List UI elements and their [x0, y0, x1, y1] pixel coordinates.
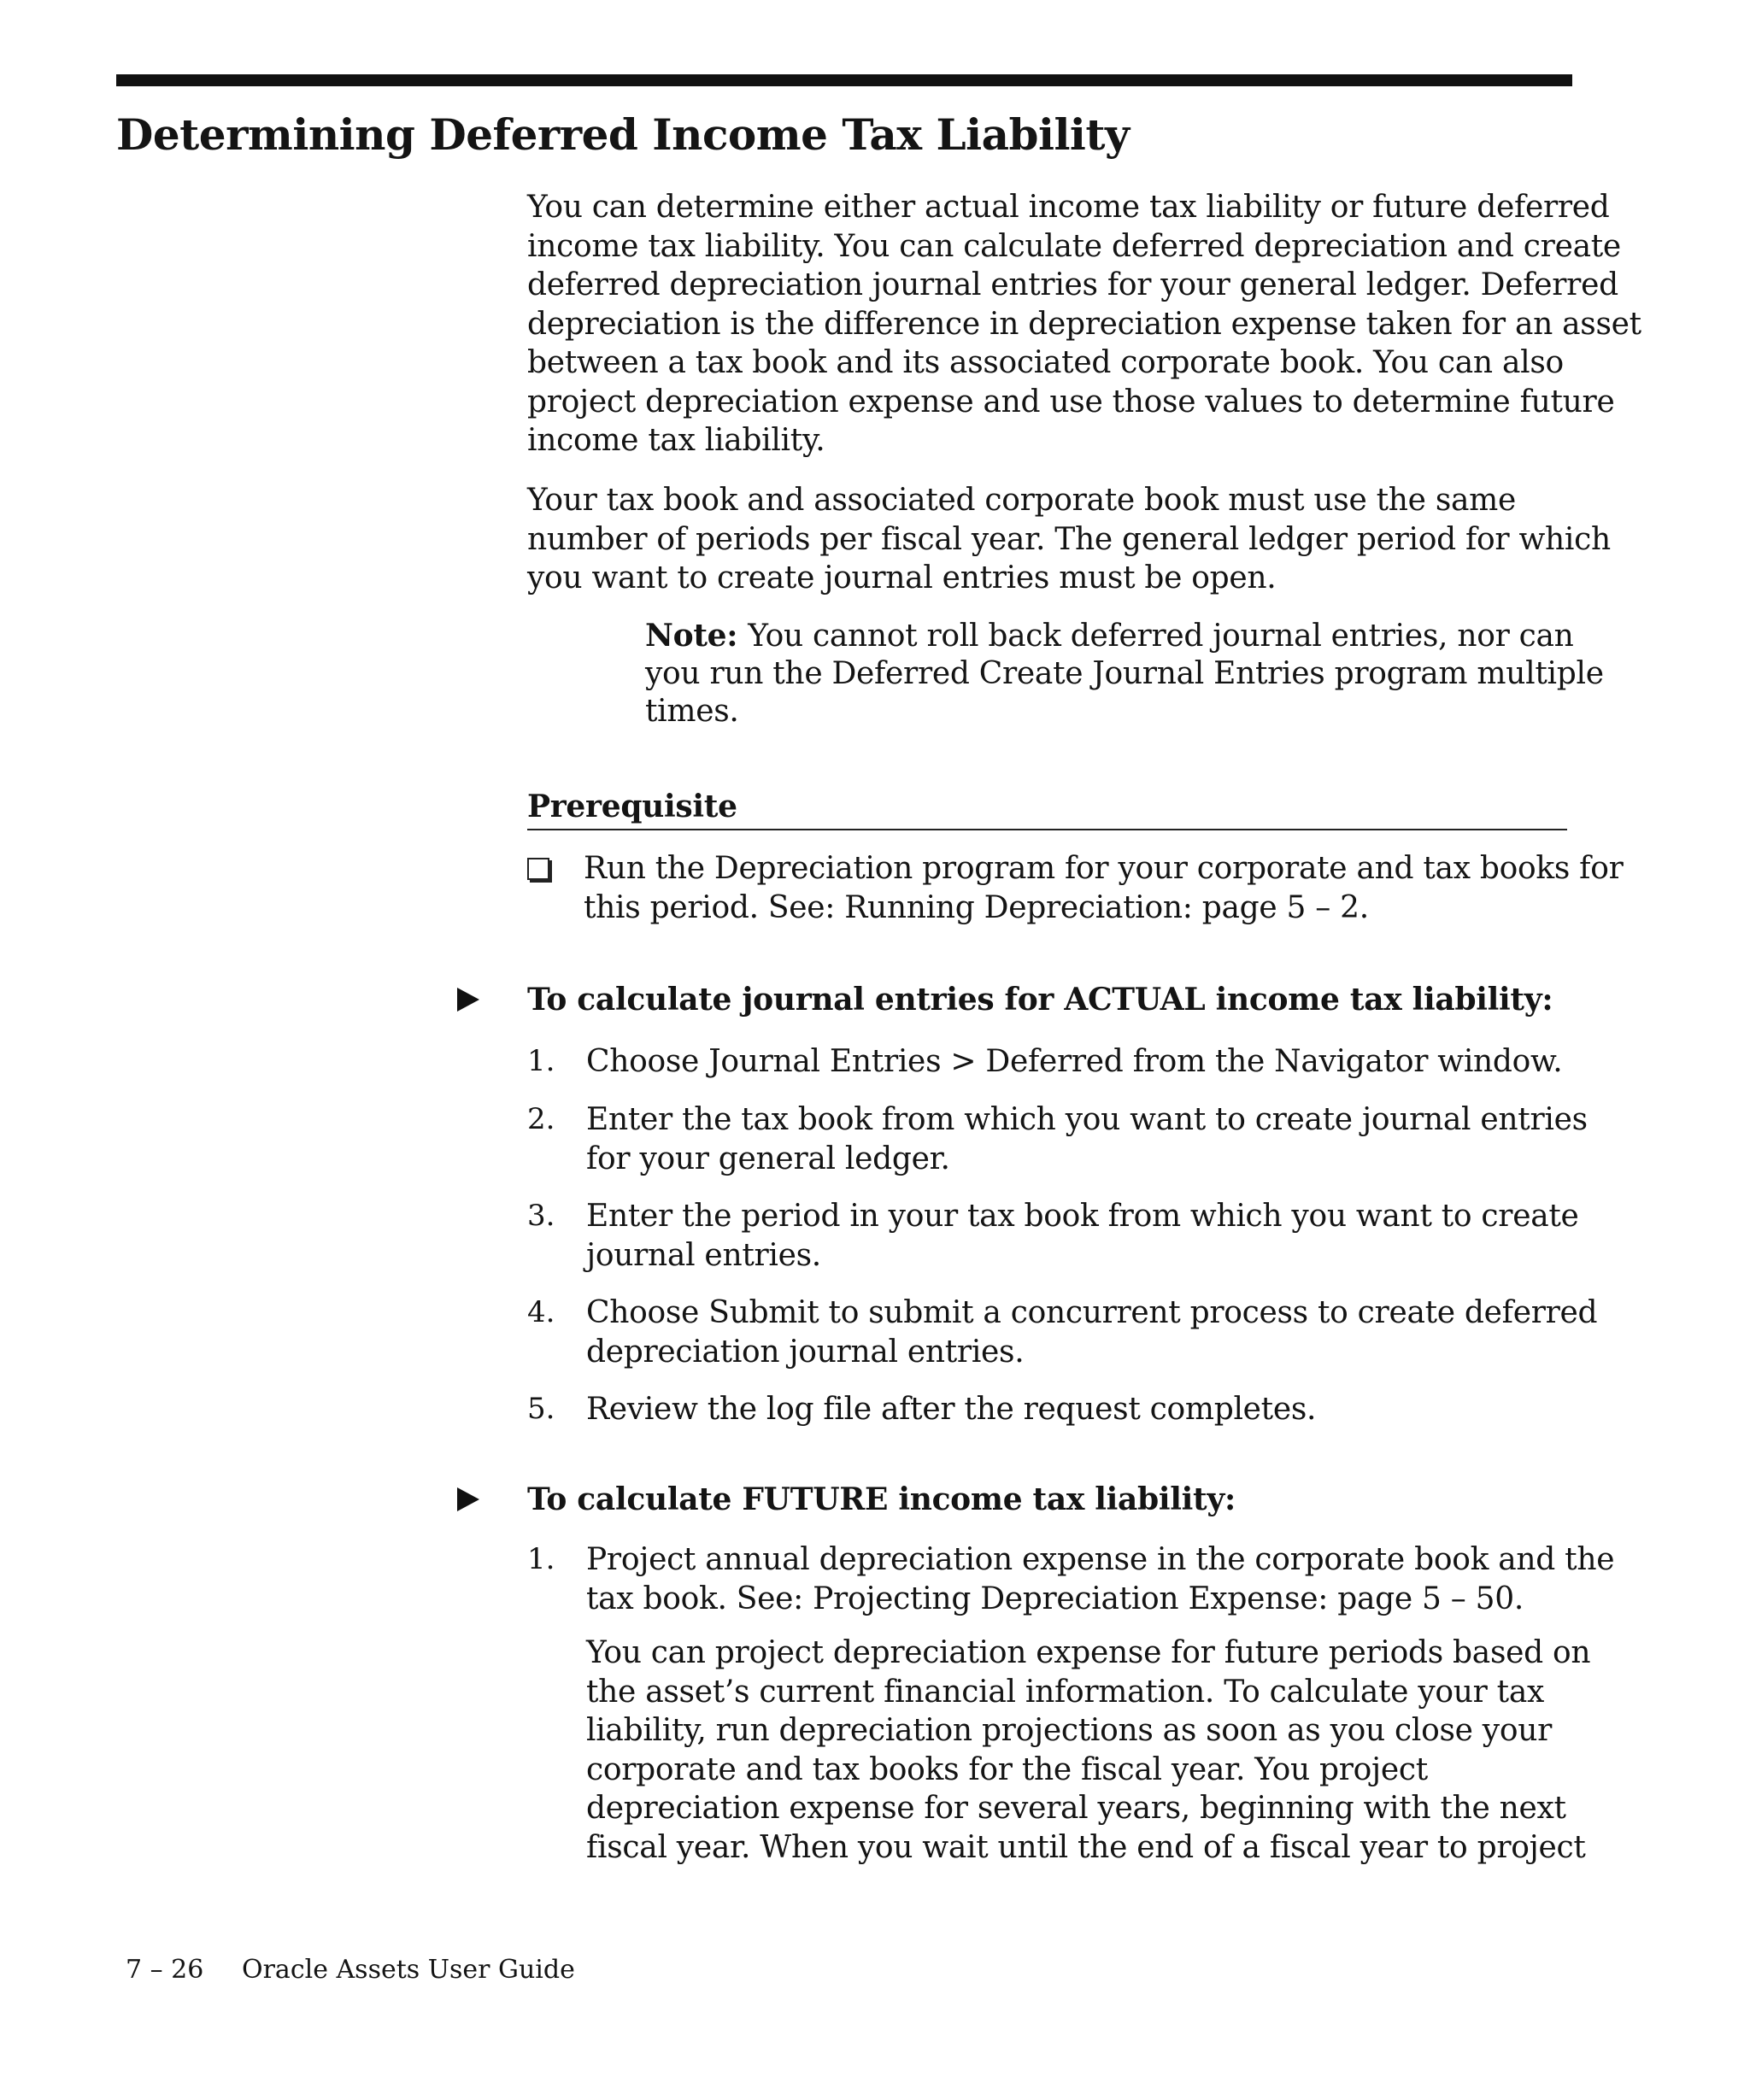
note-block	[645, 617, 1604, 730]
actual-step-4	[527, 1293, 1597, 1371]
detail-line: depreciation expense for several years, beginning with the next	[586, 1791, 1566, 1826]
detail-line: fiscal year. When you wait until the end of a fiscal year to project	[586, 1829, 1586, 1865]
actual-heading-text: To calculate journal entries for ACTUAL income tax liability:	[527, 982, 1553, 1018]
step-number: 2.	[527, 1102, 555, 1136]
detail-line: liability, run depreciation projections as soon as you close your	[586, 1713, 1552, 1748]
step-line: tax book. See: Projecting Depreciation Expense: page 5 – 50.	[586, 1581, 1524, 1616]
step-number: 1.	[527, 1044, 555, 1078]
step-line: Enter the tax book from which you want to create journal entries	[586, 1102, 1588, 1137]
step-text	[586, 1293, 1597, 1371]
book-title: Oracle Assets User Guide	[242, 1955, 575, 1985]
step-number: 1.	[527, 1542, 555, 1576]
intro-line: You can determine either actual income tax liability or future deferred	[527, 190, 1610, 225]
prerequisite-line: this period. See: Running Depreciation: page 5 – 2.	[584, 890, 1369, 925]
prerequisite-text	[584, 849, 1624, 928]
step-line: Choose Submit to submit a concurrent process to create deferred	[586, 1295, 1598, 1330]
intro-paragraph-1	[527, 188, 1641, 460]
intro-line: deferred depreciation journal entries for your general ledger. Deferred	[527, 267, 1618, 302]
note-line: you run the Deferred Create Journal Entries program multiple	[645, 656, 1604, 691]
step-line: for your general ledger.	[586, 1141, 950, 1176]
step-line: Review the log file after the request completes.	[586, 1392, 1317, 1427]
page-footer	[126, 1953, 575, 1987]
intro-line: income tax liability. You can calculate deferred depreciation and create	[527, 228, 1621, 264]
intro-line: number of periods per fiscal year. The general ledger period for which	[527, 521, 1611, 557]
step-text	[586, 1197, 1579, 1275]
step-line: depreciation journal entries.	[586, 1334, 1025, 1370]
page-number: 7 – 26	[126, 1955, 204, 1985]
intro-paragraph-2	[527, 481, 1611, 598]
future-procedure-heading	[457, 1481, 1236, 1518]
intro-line: income tax liability.	[527, 423, 825, 458]
step-text	[586, 1100, 1588, 1178]
note-line: You cannot roll back deferred journal entries, nor can	[748, 619, 1574, 654]
step-text	[586, 1390, 1316, 1429]
intro-line: project depreciation expense and use those values to determine future	[527, 384, 1615, 419]
step-line: Enter the period in your tax book from which you want to create	[586, 1199, 1579, 1234]
actual-procedure-heading	[457, 981, 1553, 1018]
step-line: Choose Journal Entries > Deferred from the Navigator window.	[586, 1044, 1563, 1079]
prerequisite-line: Run the Depreciation program for your corporate and tax books for	[584, 851, 1624, 886]
step-number: 5.	[527, 1392, 555, 1426]
triangle-right-icon	[457, 1487, 479, 1511]
prerequisite-item	[527, 849, 1624, 928]
intro-line: Your tax book and associated corporate book must use the same	[527, 483, 1516, 518]
detail-line: the asset’s current financial information. To calculate your tax	[586, 1674, 1545, 1710]
page-title: Determining Deferred Income Tax Liability	[116, 109, 1130, 160]
step-line: journal entries.	[586, 1237, 821, 1273]
future-step-1-detail	[586, 1634, 1590, 1867]
intro-line: between a tax book and its associated corporate book. You can also	[527, 345, 1564, 380]
step-line: Project annual depreciation expense in the corporate book and the	[586, 1542, 1615, 1577]
checkbox-icon	[527, 858, 549, 880]
actual-step-3	[527, 1197, 1579, 1275]
step-text	[586, 1540, 1614, 1618]
actual-step-1	[527, 1042, 1562, 1082]
triangle-right-icon	[457, 988, 479, 1012]
step-number: 4.	[527, 1295, 555, 1329]
note-line: times.	[645, 694, 739, 729]
prerequisite-heading: Prerequisite	[527, 788, 1567, 830]
actual-step-5	[527, 1390, 1316, 1429]
detail-line: corporate and tax books for the fiscal year. You project	[586, 1751, 1428, 1787]
step-text	[586, 1042, 1562, 1082]
top-rule	[116, 74, 1572, 86]
future-heading-text: To calculate FUTURE income tax liability:	[527, 1481, 1236, 1517]
note-label: Note:	[645, 618, 738, 654]
detail-line: You can project depreciation expense for future periods based on	[586, 1635, 1591, 1670]
intro-line: depreciation is the difference in depreciation expense taken for an asset	[527, 306, 1641, 342]
future-step-1	[527, 1540, 1614, 1618]
step-number: 3.	[527, 1199, 555, 1233]
actual-step-2	[527, 1100, 1588, 1178]
intro-line: you want to create journal entries must be open.	[527, 560, 1277, 595]
